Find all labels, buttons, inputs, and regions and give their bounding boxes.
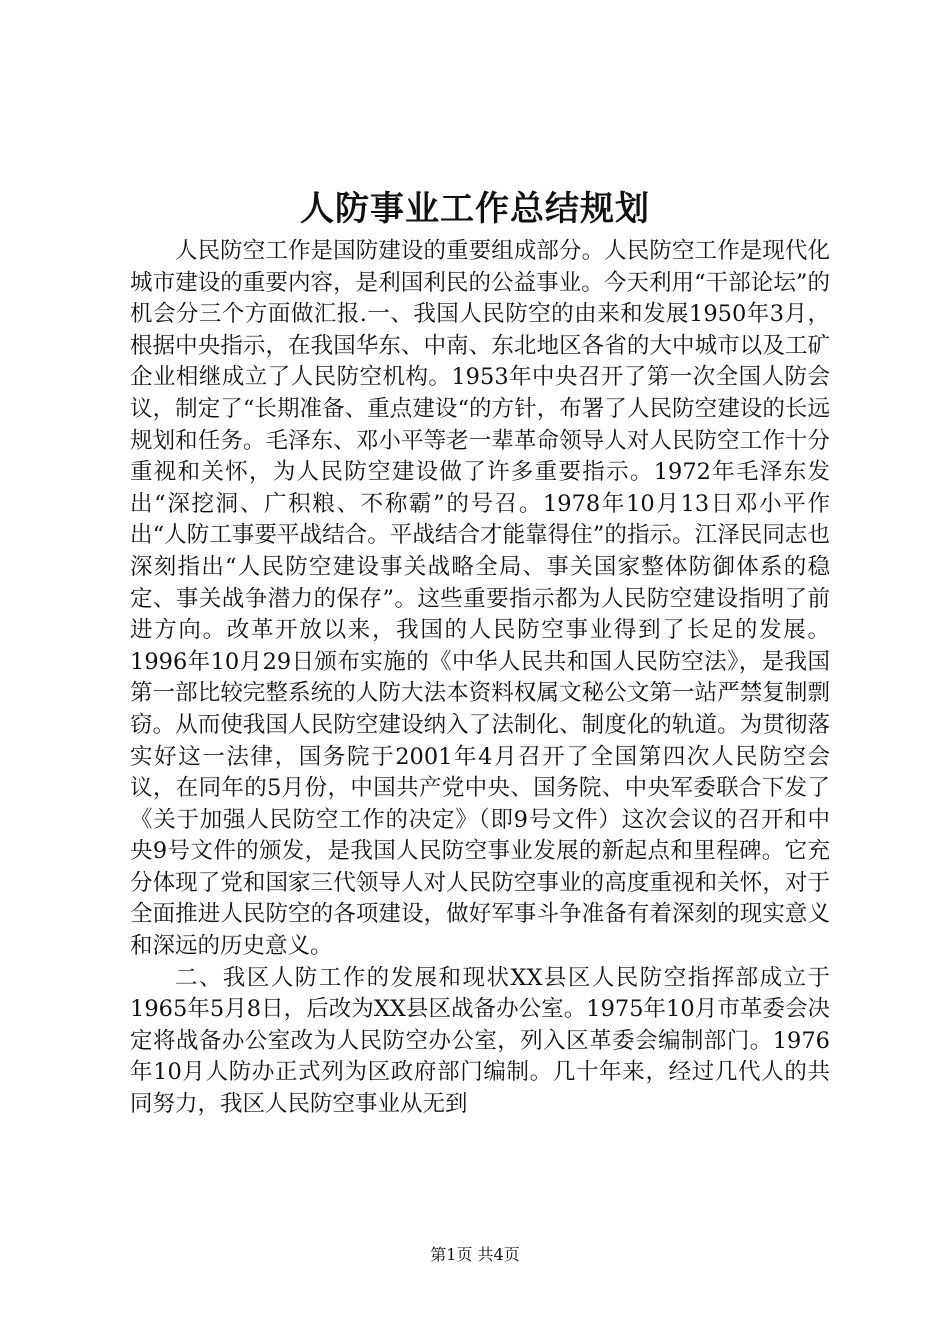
page-footer xyxy=(0,1243,950,1267)
document-body xyxy=(130,236,830,1121)
document-title: 人防事业工作总结规划 xyxy=(300,189,650,229)
page-number: 第1页 共4页 xyxy=(430,1245,520,1264)
paragraph: 人民防空工作是国防建设的重要组成部分。人民防空工作是现代化城市建设的重要内容，是利国利民的公益事业。今天利用“干部论坛”的机会分三个方面做汇报.一、我国人民防空的由来和发展1950年3月，根据中央指示，在我国华东、中南、东北地区各省的大中城市以及工矿企业相继成立了人民防空机构。1953年中央召开了第一次全国人防会议，制定了“长期准备、重点建设“的方针，布署了人民防空建设的长远规划和任务。毛泽东、邓小平等老一辈革命领导人对人民防空工作十分重视和关怀，为人民防空建设做了许多重要指示。1972年毛泽东发出“深挖洞、广积粮、不称霸”的号召。1978年10月13日邓小平作出“人防工事要平战结合。平战结合才能靠得住”的指示。江泽民同志也深刻指出“人民防空建设事关战略全局、事关国家整体防御体系的稳定、事关战争潜力的保存”。这些重要指示都为人民防空建设指明了前进方向。改革开放以来，我国的人民防空事业得到了长足的发展。1996年10月29日颁布实施的《中华人民共和国人民防空法》，是我国第一部比较完整系统的人防大法本资料权属文秘公文第一站严禁复制剽窃。从而使我国人民防空建设纳入了法制化、制度化的轨道。为贯彻落实好这一法律，国务院于2001年4月召开了全国第四次人民防空会议，在同年的5月份，中国共产党中央、国务院、中央军委联合下发了《关于加强人民防空工作的决定》（即9号文件）这次会议的召开和中央9号文件的颁发，是我国人民防空事业发展的新起点和里程碑。它充分体现了党和国家三代领导人对人民防空事业的高度重视和关怀，对于全面推进人民防空的各项建设，做好军事斗争准备有着深刻的现实意义和深远的历史意义。 xyxy=(130,238,830,960)
paragraph: 二、我区人防工作的发展和现状XX县区人民防空指挥部成立于1965年5月8日，后改为XX县区战备办公室。1975年10月市革委会决定将战备办公室改为人民防空办公室，列入区革委会编制部门。1976年10月人防办正式列为区政府部门编制。几十年来，经过几代人的共同努力，我区人民防空事业从无到 xyxy=(130,964,830,1118)
